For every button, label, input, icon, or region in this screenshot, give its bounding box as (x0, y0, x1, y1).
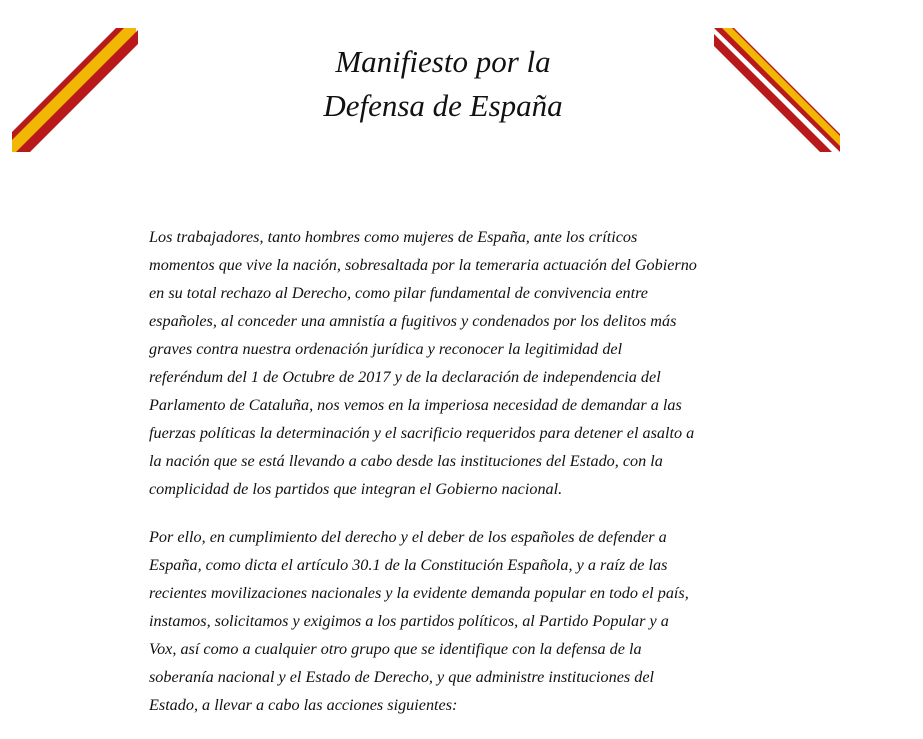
spanish-flag-ribbon-left-icon (12, 28, 138, 152)
manifesto-body (149, 223, 741, 739)
page-title (230, 40, 656, 128)
paragraph-1: Los trabajadores, tanto hombres como mujeres de España, ante los críticos momentos que vive la nación, sobresaltada por la temeraria actuación del Gobierno en su total rechazo al Derecho, como pilar fundamental de convivencia entre españoles, al conceder una amnistía a fugitivos y condenados por los delitos más graves contra nuestra ordenación jurídica y reconocer la legitimidad del referéndum del 1 de Octubre de 2017 y de la declaración de independencia del Parlamento de Cataluña, nos vemos en la imperiosa necesidad de demandar a las fuerzas políticas la determinación y el sacrificio requeridos para detener el asalto a la nación que se está llevando a cabo desde las instituciones del Estado, con la complicidad de los partidos que integran el Gobierno nacional. (149, 228, 697, 498)
spanish-flag-ribbon-right-icon (714, 28, 840, 152)
paragraph-2: Por ello, en cumplimiento del derecho y el deber de los españoles de defender a España, como dicta el artículo 30.1 de la Constitución Española, y a raíz de las recientes movilizaciones nacionales y la evidente demanda popular en todo el país, instamos, solicitamos y exigimos a los partidos políticos, al Partido Popular y a Vox, así como a cualquier otro grupo que se identifique con la defensa de la soberanía nacional y el Estado de Derecho, y que administre instituciones del Estado, a llevar a cabo las acciones siguientes: (149, 528, 689, 714)
title-line-2: Defensa de España (323, 88, 563, 123)
title-line-1: Manifiesto por la (335, 44, 551, 79)
